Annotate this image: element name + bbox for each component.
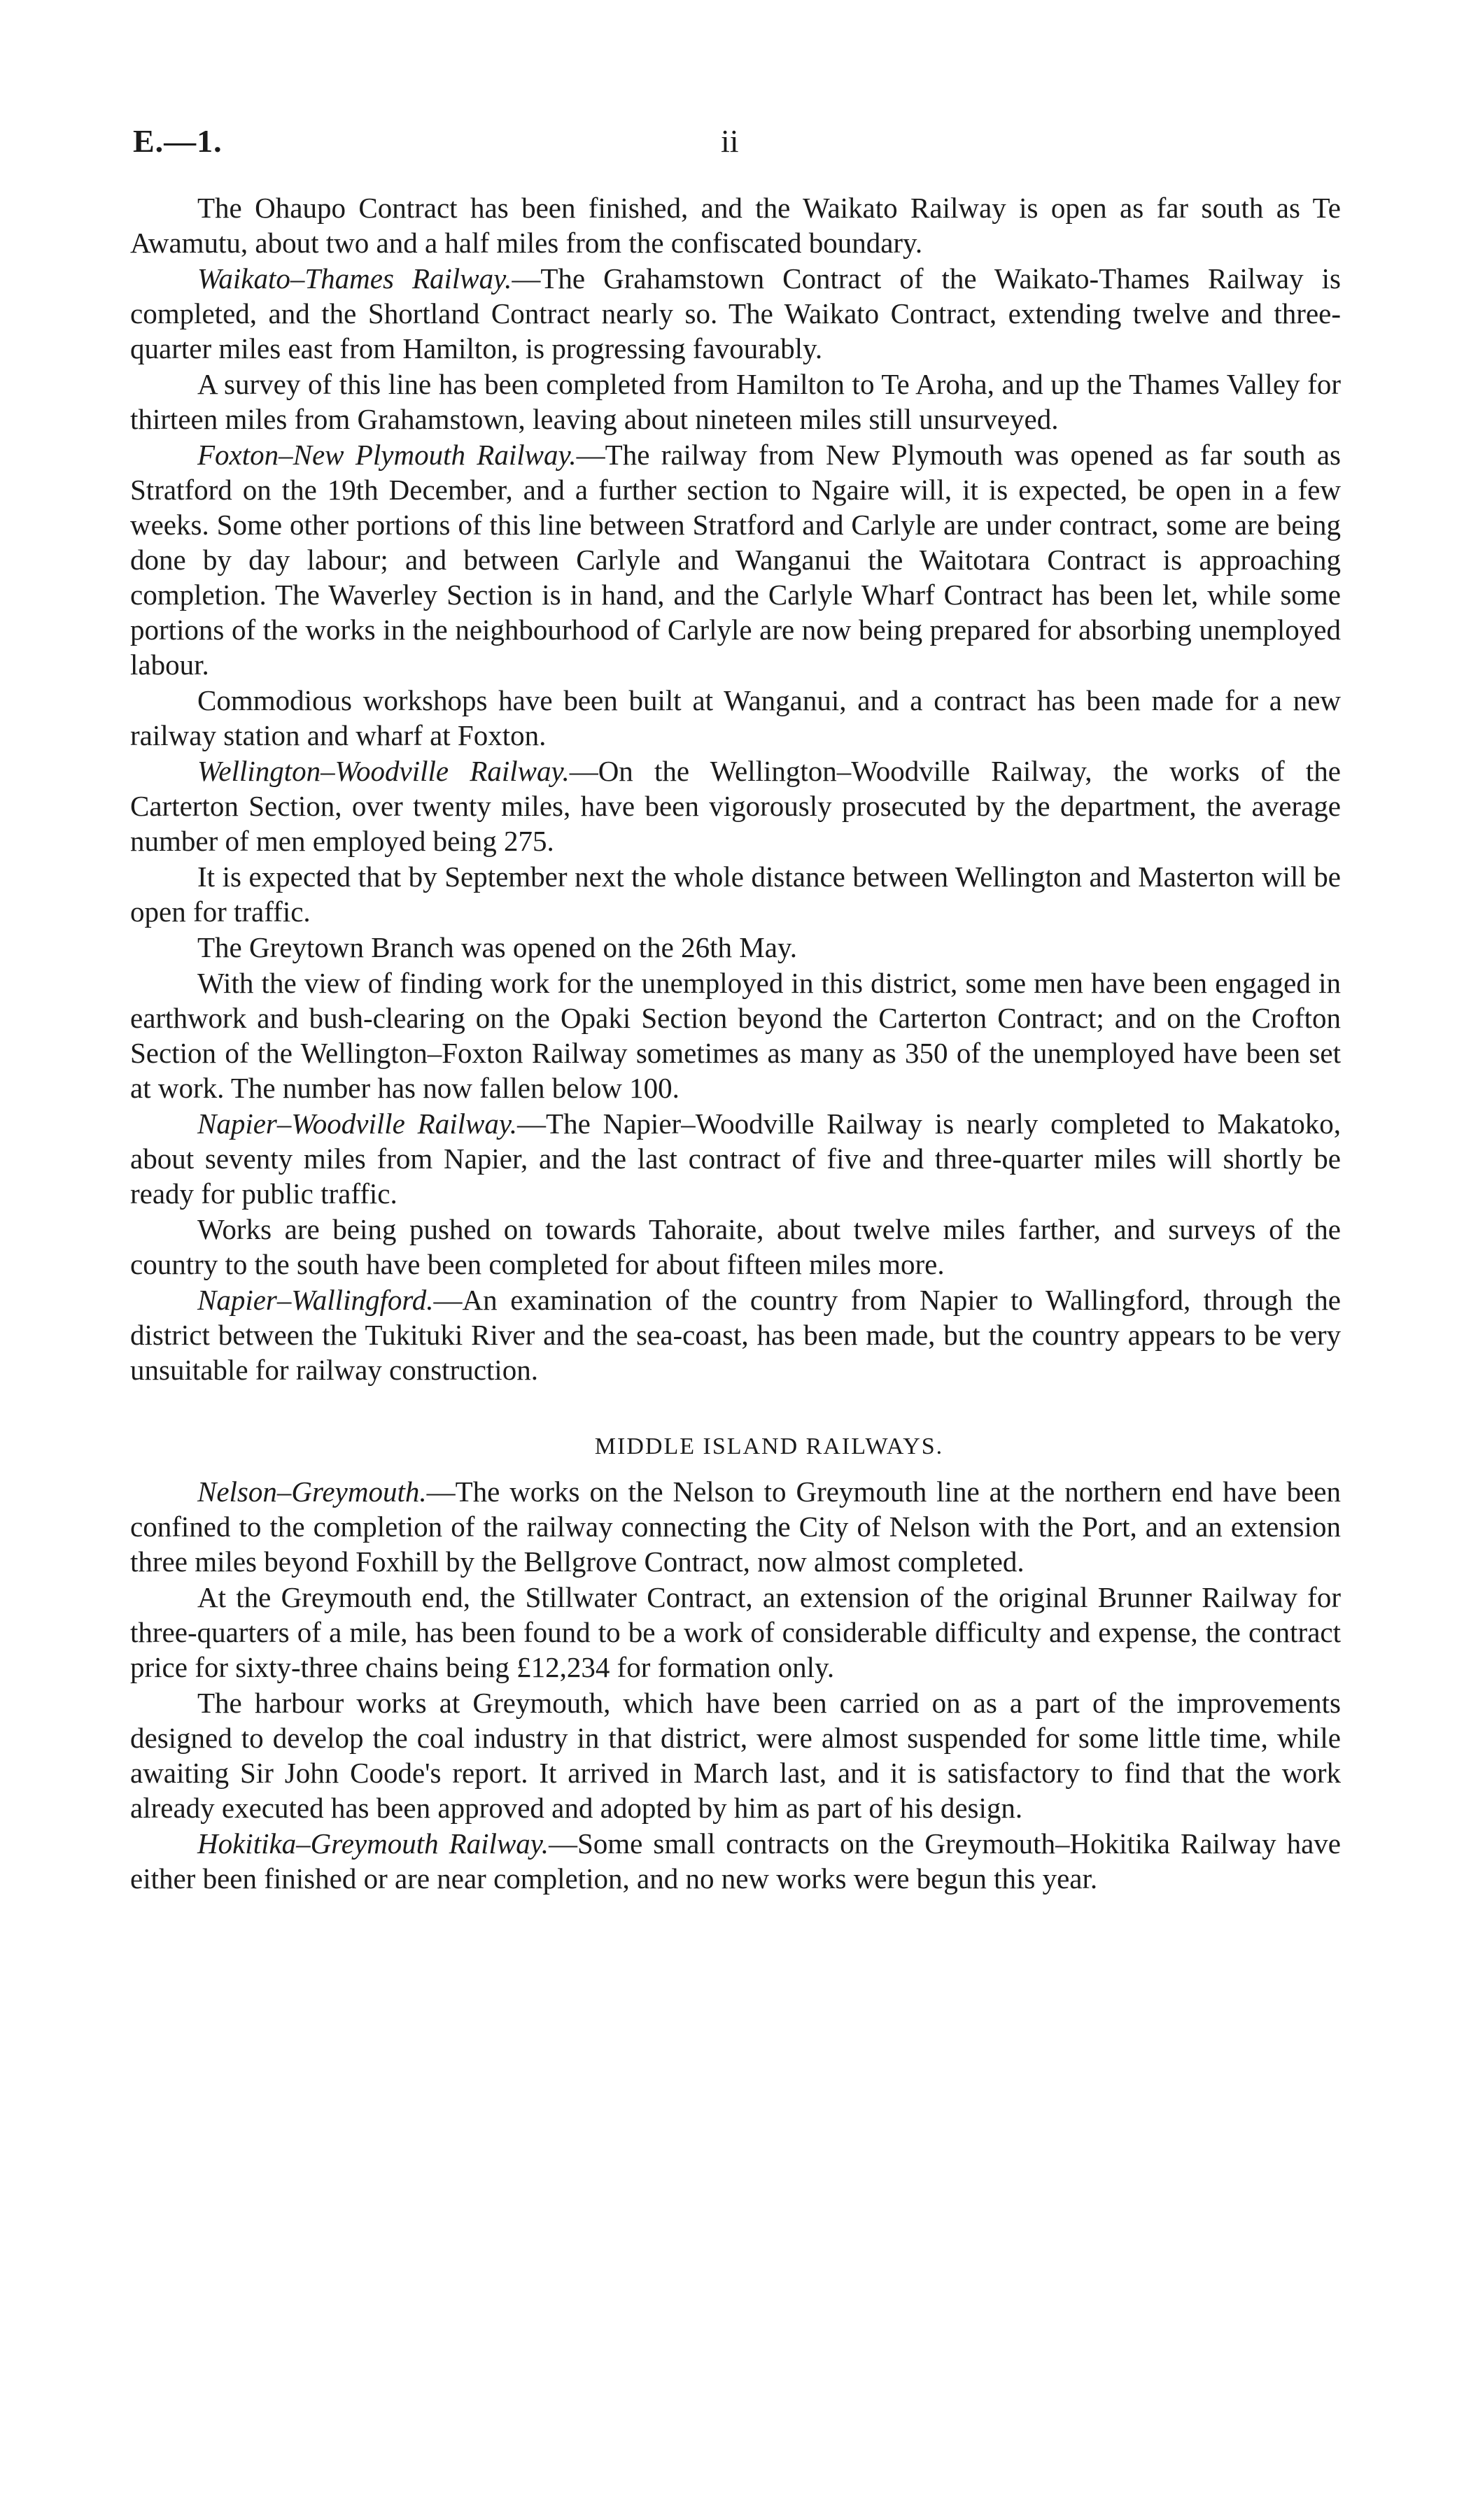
paragraph-text: —Some small contracts on the Greymouth–Hokitika Railway have either been finished or are near completion, and no new works were begun this year. [130,1827,1341,1895]
paragraph-text: Works are being pushed on towards Tahoraite, about twelve miles farther, and surveys of the country to the south have been completed for about fifteen miles more. [130,1213,1341,1280]
paragraph [130,753,1341,858]
paragraph-lead-heading: Nelson–Greymouth. [197,1475,427,1508]
paragraph [130,437,1341,682]
paragraph-text: The Greytown Branch was opened on the 26th May. [197,931,797,963]
paragraph-text: With the view of finding work for the unemployed in this district, some men have been engaged in earthwork and bush-clearing on the Opaki Section beyond the Carterton Contract; and on the Crofton Section of the Wellington–Foxton Railway sometimes as many as 350 of the unemployed have been set at work. The number has now fallen below 100. [130,967,1341,1104]
paragraph [130,1474,1341,1579]
section-heading: MIDDLE ISLAND RAILWAYS. [594,1434,944,1459]
paragraph-lead-heading: Wellington–Woodville Railway. [197,755,570,787]
paragraph-lead-heading: Hokitika–Greymouth Railway. [197,1827,549,1860]
paragraph-text: —The Napier–Woodville Railway is nearly completed to Makatoko, about seventy miles from Napier, and the last contract of five and three-quarter miles will shortly be ready for public traffic. [130,1107,1341,1210]
paragraph [130,1106,1341,1211]
document-body [130,190,1341,1896]
paragraph [130,261,1341,366]
paragraph-text: —An examination of the country from Napier to Wallingford, through the district between the Tukituki River and the sea-coast, has been made, but the country appears to be very unsuitable for railway construction. [130,1284,1341,1386]
paragraph-text: A survey of this line has been completed from Hamilton to Te Aroha, and up the Thames Valley for thirteen miles from Grahamstown, leaving about nineteen miles still unsurveyed. [130,368,1341,435]
paragraph-text: The Ohaupo Contract has been finished, and the Waikato Railway is open as far south as Te Awamutu, about two and a half miles from the confiscated boundary. [130,192,1341,259]
paragraph-lead-heading: Foxton–New Plymouth Railway. [197,439,577,471]
paragraph [130,930,1341,965]
paragraph [130,1580,1341,1685]
paragraph [130,1685,1341,1825]
paragraph-text: —The works on the Nelson to Greymouth line at the northern end have been confined to the completion of the railway connecting the City of Nelson with the Port, and an extension three miles beyond Foxhill by the Bellgrove Contract, now almost completed. [130,1475,1341,1578]
paragraph [130,1826,1341,1896]
paragraph-text: At the Greymouth end, the Stillwater Contract, an extension of the original Brunner Railway for three-quarters of a mile, has been found to be a work of considerable difficulty and expense, the contract price for sixty-three chains being £12,234 for formation only. [130,1581,1341,1683]
paragraph-text: Commodious workshops have been built at Wanganui, and a contract has been made for a new railway station and wharf at Foxton. [130,684,1341,751]
paragraph-text: It is expected that by September next the whole distance between Wellington and Masterton will be open for traffic. [130,861,1341,928]
page-number: ii [721,123,739,159]
paragraph-text: —The railway from New Plymouth was opened as far south as Stratford on the 19th December, and a further section to Ngaire will, it is expected, be open in a few weeks. Some other portions of this line between Stratford and Carlyle are under contract, some are being done by day labour; and between Carlyle and Wanganui the Waitotara Contract is approaching completion. The Waverley Section is in hand, and the Carlyle Wharf Contract has been let, while some portions of the works in the neighbourhood of Carlyle are now being prepared for absorbing unemployed labour. [130,439,1341,681]
paragraph [130,859,1341,929]
paragraph [130,190,1341,260]
paragraph-lead-heading: Waikato–Thames Railway. [197,262,512,295]
paragraph-lead-heading: Napier–Woodville Railway. [197,1107,518,1140]
paragraph [130,1212,1341,1282]
paragraph-text: The harbour works at Greymouth, which have been carried on as a part of the improvements designed to develop the coal industry in that district, were almost suspended for some little time, while awaiting Sir John Coode's report. It arrived in March last, and it is satisfactory to find that the work already executed has been approved and adopted by him as part of his design. [130,1687,1341,1824]
paragraph [130,367,1341,437]
paragraph [130,1282,1341,1387]
paragraph [130,965,1341,1105]
paragraph-text: —The Grahamstown Contract of the Waikato-Thames Railway is completed, and the Shortland Contract nearly so. The Waikato Contract, extending twelve and three-quarter miles east from Hamilton, is progressing favourably. [130,262,1341,364]
paragraph-lead-heading: Napier–Wallingford. [197,1284,434,1316]
paragraph [130,683,1341,753]
document-reference: E.—1. [133,123,223,159]
paragraph-text: —On the Wellington–Woodville Railway, the works of the Carterton Section, over twenty miles, have been vigorously prosecuted by the department, the average number of men employed being 275. [130,755,1341,857]
